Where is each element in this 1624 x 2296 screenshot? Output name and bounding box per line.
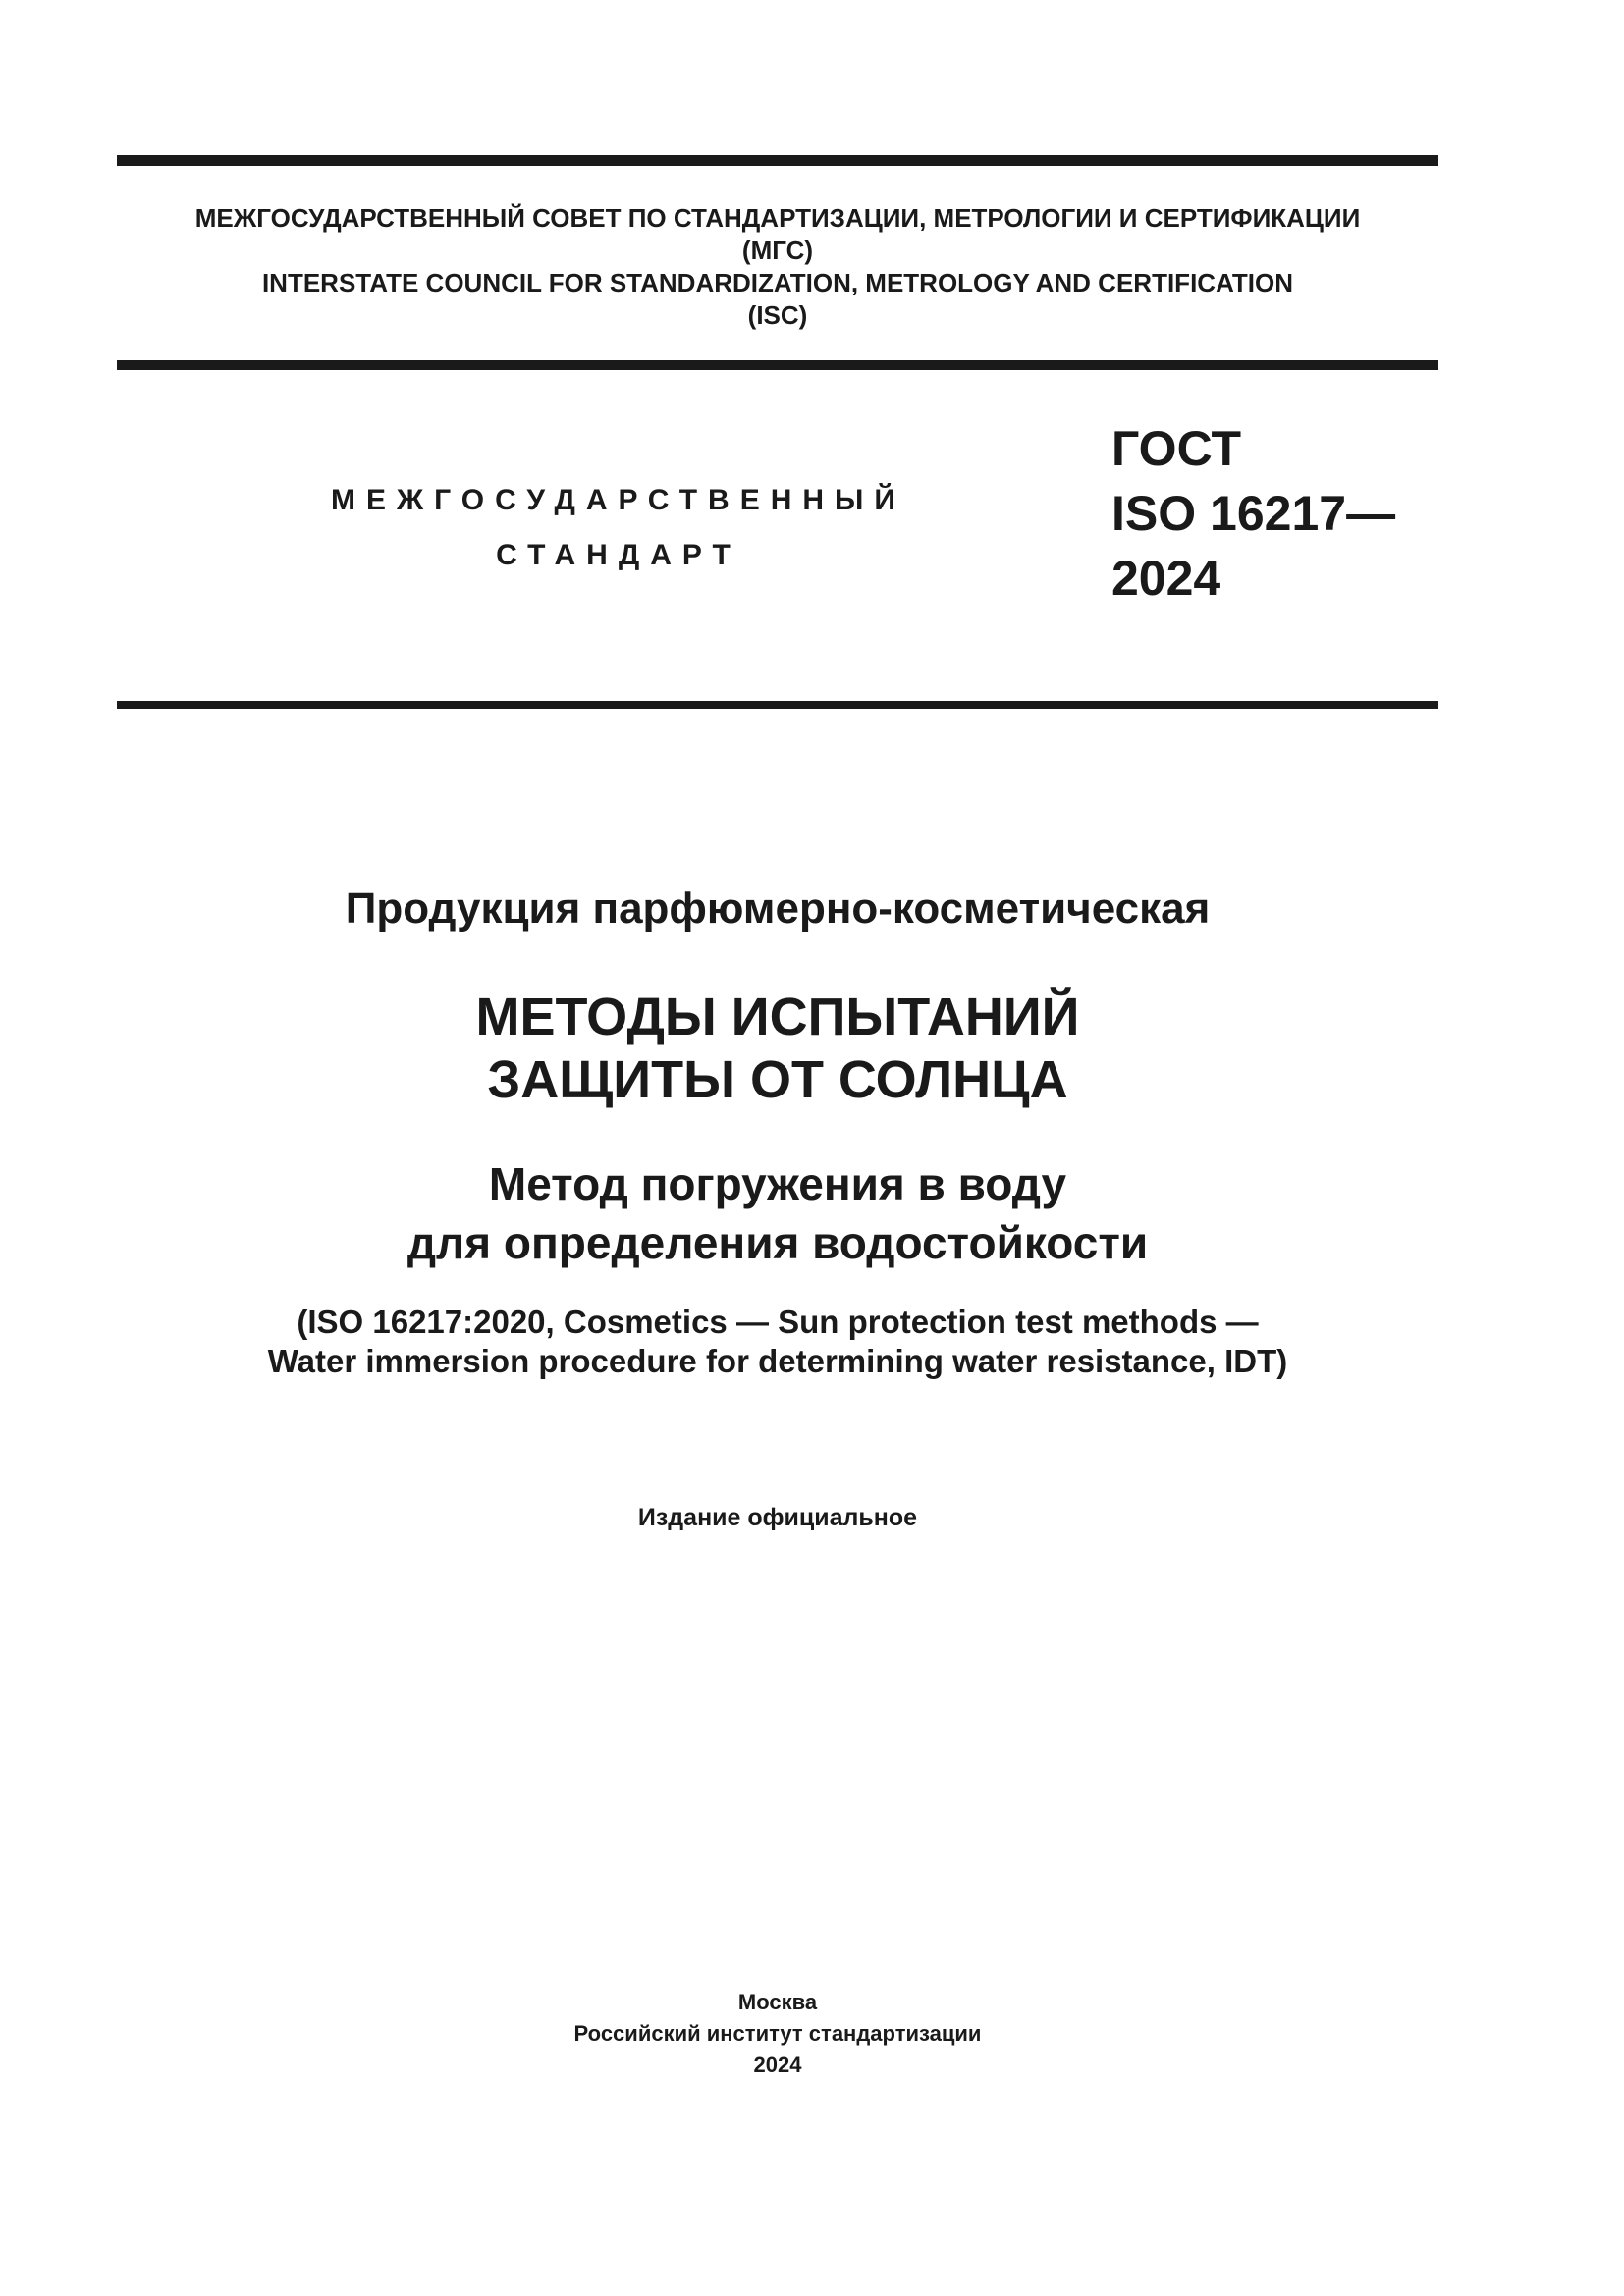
top-rule — [117, 155, 1438, 166]
gost-number-line-2: ISO 16217— — [1111, 486, 1396, 541]
product-title: Продукция парфюмерно-косметическая — [345, 884, 1211, 933]
council-abbr-ru: (МГС) — [741, 236, 814, 265]
subtitle-line-2: для определения водостойкости — [406, 1217, 1149, 1268]
iso-reference-line-2: Water immersion procedure for determining water resistance, IDT) — [267, 1343, 1288, 1379]
publisher-block — [117, 1987, 1438, 2081]
standard-type-line-1: МЕЖГОСУДАРСТВЕННЫЙ — [331, 484, 906, 516]
council-name-en: INTERSTATE COUNCIL FOR STANDARDIZATION, METROLOGY AND CERTIFICATION — [261, 268, 1294, 297]
publisher-city: Москва — [737, 1990, 818, 2014]
gost-number-line-3: 2024 — [1111, 551, 1221, 606]
standard-rule — [117, 701, 1438, 709]
main-title-line-2: ЗАЩИТЫ ОТ СОЛНЦА — [487, 1050, 1068, 1109]
gost-number-line-1: ГОСТ — [1111, 421, 1241, 476]
council-abbr-en: (ISC) — [747, 300, 808, 330]
subtitle — [117, 1154, 1438, 1272]
edition-note: Издание официальное — [637, 1504, 918, 1531]
iso-reference-line-1: (ISO 16217:2020, Cosmetics — Sun protection test methods — — [297, 1304, 1259, 1340]
gost-number — [1111, 416, 1395, 611]
header-rule — [117, 360, 1438, 370]
standard-type-line-2: СТАНДАРТ — [496, 539, 741, 571]
publisher-year: 2024 — [753, 2053, 802, 2077]
iso-reference — [117, 1303, 1438, 1381]
main-title — [117, 986, 1438, 1111]
subtitle-line-1: Метод погружения в воду — [488, 1158, 1067, 1209]
standard-type — [295, 473, 943, 583]
council-header — [117, 202, 1438, 332]
council-name-ru: МЕЖГОСУДАРСТВЕННЫЙ СОВЕТ ПО СТАНДАРТИЗАЦИИ, МЕТРОЛОГИИ И СЕРТИФИКАЦИИ — [194, 203, 1361, 233]
publisher-institute: Российский институт стандартизации — [573, 2021, 982, 2046]
main-title-line-1: МЕТОДЫ ИСПЫТАНИЙ — [475, 988, 1080, 1046]
